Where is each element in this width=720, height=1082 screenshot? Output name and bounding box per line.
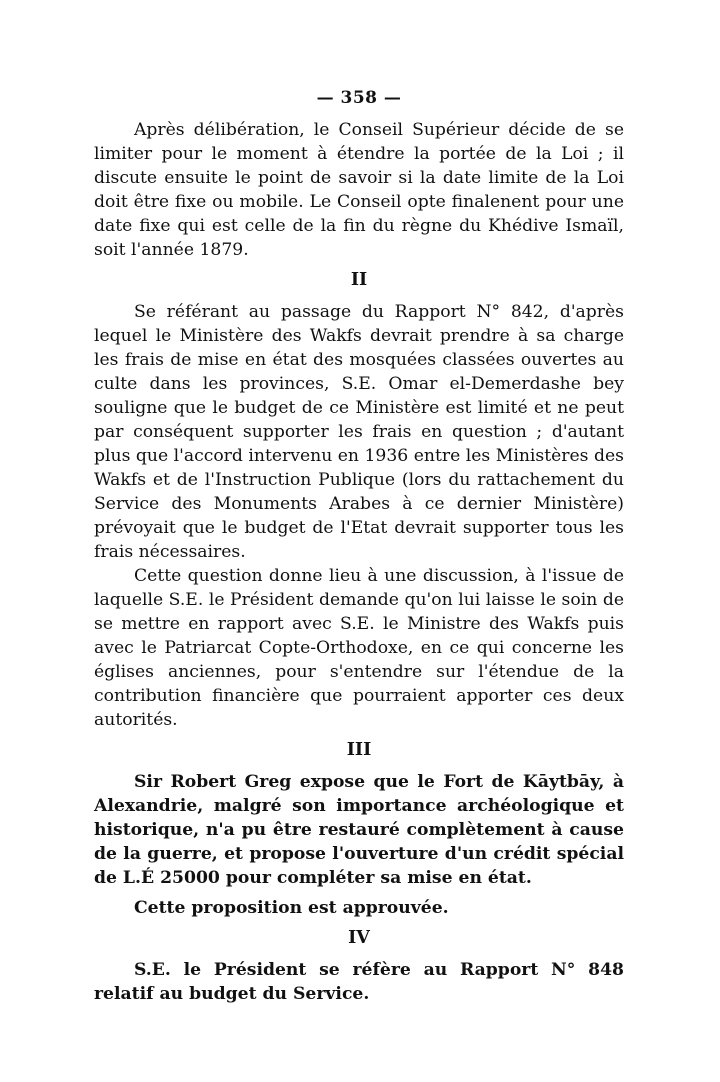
paragraph-ii-1: Se référant au passage du Rapport N° 842, d'après lequel le Ministère des Wakfs devrait prendre à sa charge les frais de mise en état des mosquées classées ouvertes au culte dans les provinces, S.E. Omar el-Demerdashe bey souligne que le budget de ce Ministère est limité et ne peut par conséquent supporter les frais en question ; d'autant plus que l'accord intervenu en 1936 entre les Ministères des Wakfs et de l'Instruction Publique (lors du rattachement du Service des Monuments Arabes à ce dernier Ministère) prévoyait que le budget de l'Etat devrait supporter tous les frais nécessaires. [94, 302, 624, 562]
section-numeral-ii: II [350, 270, 368, 290]
section-numeral-iii: III [346, 740, 372, 760]
paragraph-iii-2: Cette proposition est approuvée. [134, 898, 449, 918]
page-number: — 358 — [316, 88, 402, 108]
paragraph-ii-2: Cette question donne lieu à une discussion, à l'issue de laquelle S.E. le Président demande qu'on lui laisse le soin de se mettre en rapport avec S.E. le Ministre des Wakfs puis avec le Patriarcat Copte-Orthodoxe, en ce qui concerne les églises anciennes, pour s'entendre sur l'étendue de la contribution financière que pourraient apporter ces deux autorités. [94, 566, 624, 730]
document-page [94, 88, 624, 1006]
paragraph-intro: Après délibération, le Conseil Supérieur décide de se limiter pour le moment à étendre la portée de la Loi ; il discute ensuite le point de savoir si la date limite de la Loi doit être fixe ou mobile. Le Conseil opte finalenent pour une date fixe qui est celle de la fin du règne du Khédive Ismaïl, soit l'année 1879. [94, 120, 624, 260]
paragraph-iii-1: Sir Robert Greg expose que le Fort de Kāytbāy, à Alexandrie, malgré son importance archéologique et historique, n'a pu être restauré complètement à cause de la guerre, et propose l'ouverture d'un crédit spécial de L.É 25000 pour compléter sa mise en état. [94, 772, 624, 888]
section-numeral-iv: IV [348, 928, 370, 948]
paragraph-iv-1: S.E. le Président se réfère au Rapport N° 848 relatif au budget du Service. [94, 960, 624, 1004]
